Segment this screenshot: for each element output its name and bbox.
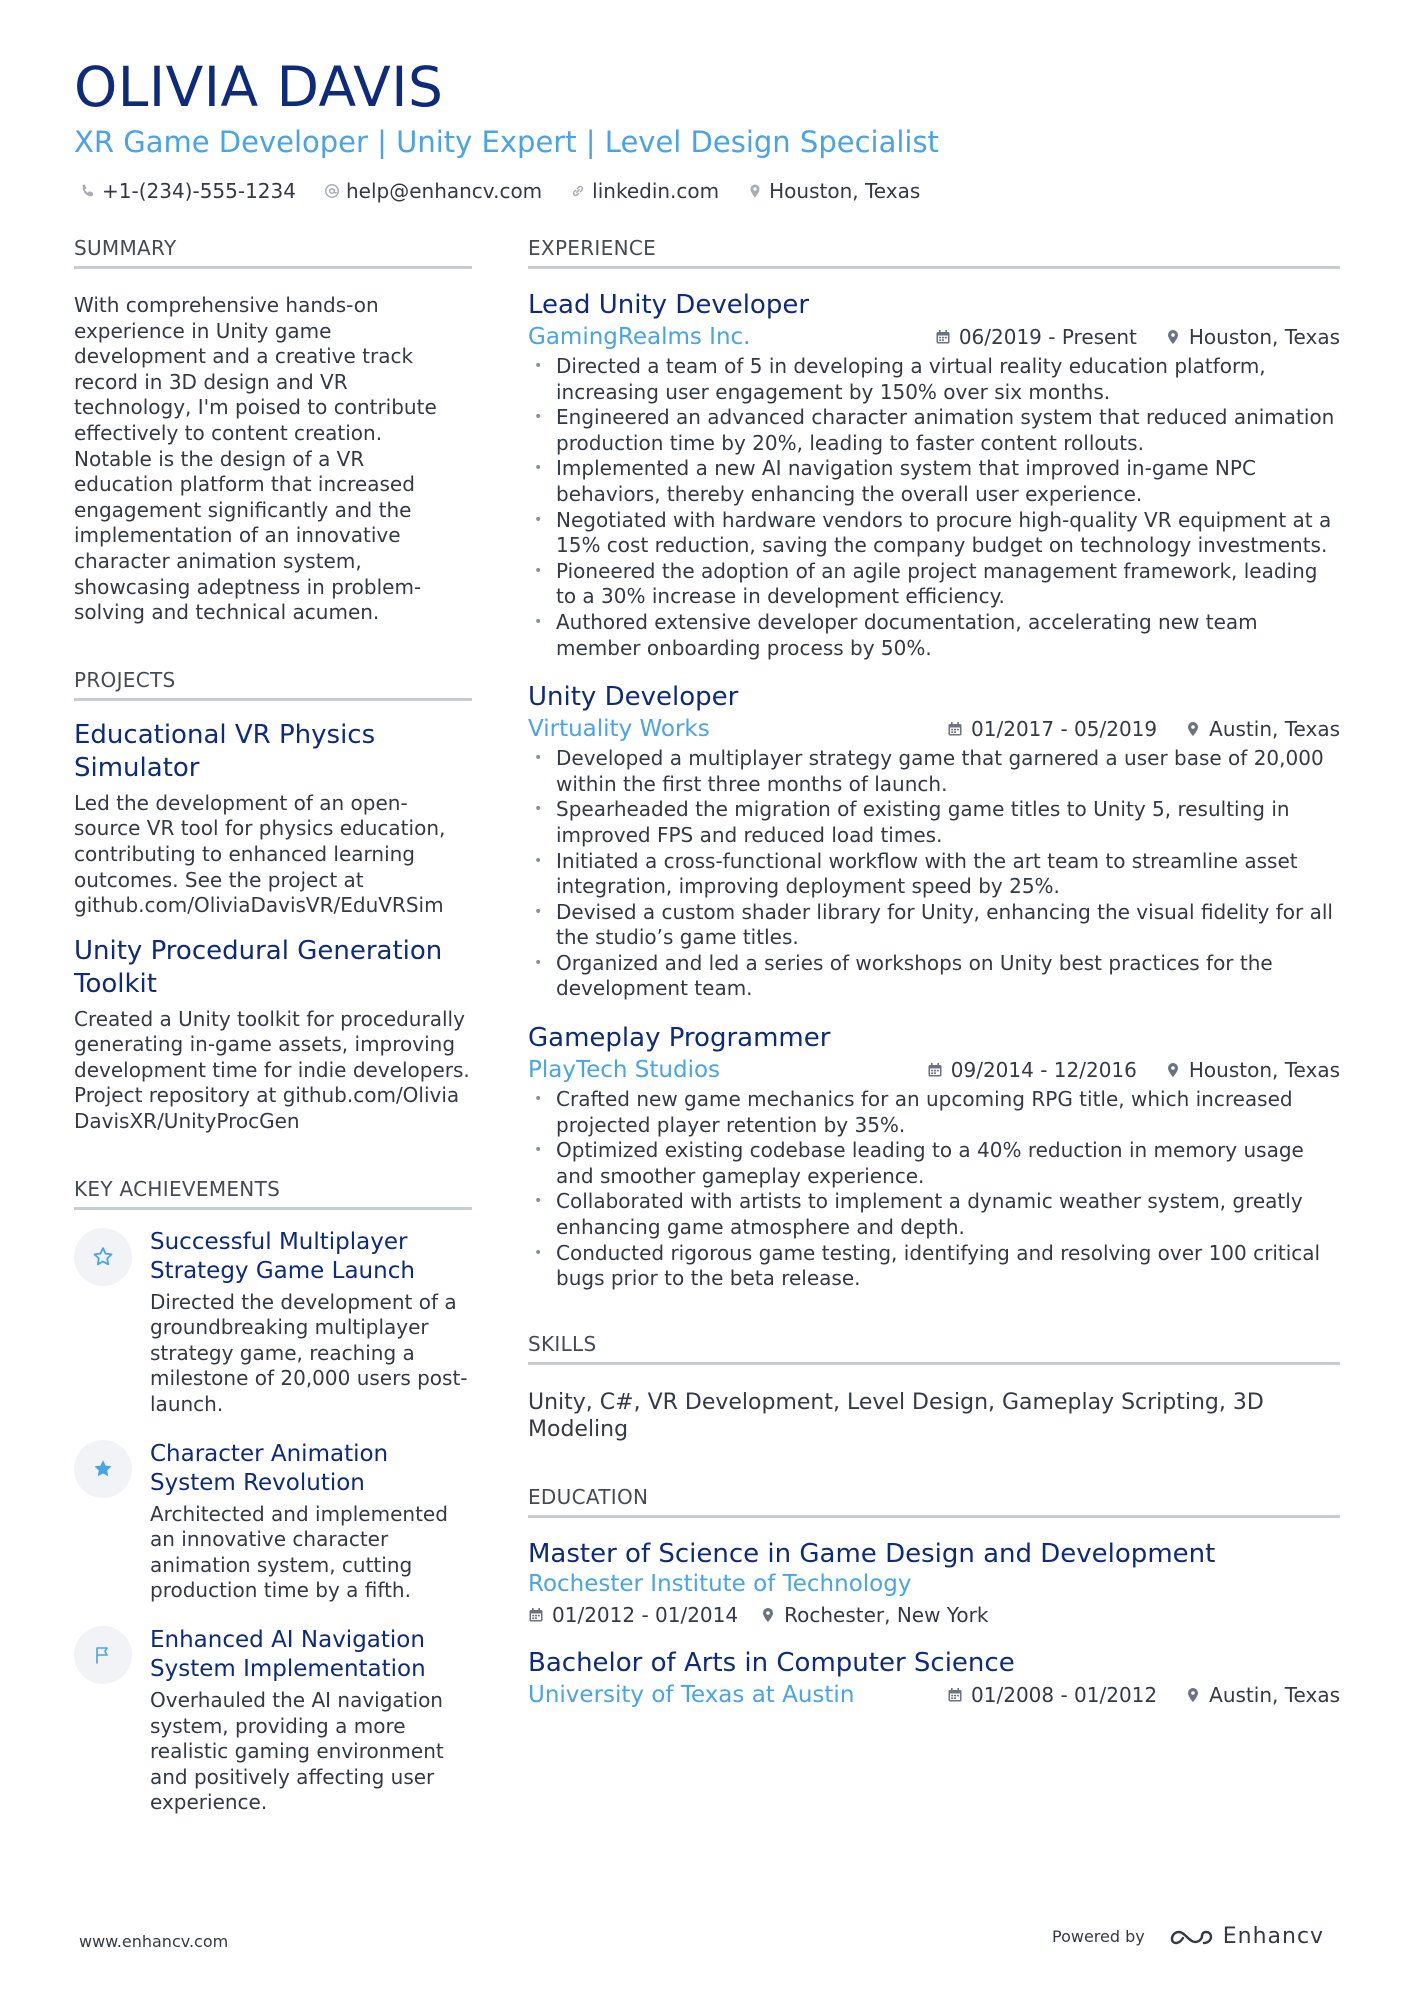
calendar-icon	[927, 1062, 943, 1078]
job-entry	[528, 681, 1340, 1002]
education-degree: Master of Science in Game Design and Development	[528, 1538, 1216, 1569]
job-bullet: • Conducted rigorous game testing, identifying and resolving over 100 critical bugs prior to the beta release.	[528, 1241, 1340, 1292]
education-school: University of Texas at Austin	[528, 1681, 855, 1708]
map-pin-icon	[1165, 329, 1181, 345]
phone-icon	[80, 183, 96, 199]
achievement-content	[150, 1228, 472, 1418]
job-title: Unity Developer	[528, 682, 739, 713]
job-company: PlayTech Studios	[528, 1057, 721, 1084]
job-location	[1165, 325, 1340, 349]
achievement-description: Overhauled the AI navigation system, providing a more realistic gaming environment and positively affecting user experience.	[150, 1688, 444, 1815]
enhancv-logo-icon	[1169, 1925, 1215, 1949]
linkedin-text: linkedin.com	[592, 179, 720, 203]
achievement-description: Directed the development of a groundbreaking multiplayer strategy game, reaching a milestone of 20,000 users post-launch.	[150, 1289, 468, 1417]
project-title: Educational VR Physics Simulator	[74, 719, 376, 783]
footer-branding	[1052, 1924, 1324, 1949]
contact-location	[747, 179, 920, 203]
achievement-badge	[74, 1228, 132, 1286]
calendar-icon	[947, 1687, 963, 1703]
job-bullet: • Developed a multiplayer strategy game that garnered a user base of 20,000 within the first three months of launch.	[528, 746, 1340, 797]
location-text: Houston, Texas	[769, 179, 921, 203]
education-meta	[528, 1682, 1340, 1708]
education-meta	[528, 1603, 1340, 1627]
achievement-item	[74, 1228, 472, 1418]
job-bullet: • Initiated a cross-functional workflow with the art team to streamline asset integration, improving deployment speed by 25%.	[528, 849, 1340, 900]
education-entry	[528, 1538, 1340, 1627]
summary-text: With comprehensive hands-on experience in Unity game development and a creative track record in 3D design and VR technology, I'm poised to contribute effectively to content creation. Notable is the design of a VR education platform that increased engagement significantly and the implementation of an innovative character animation system, showcasing adeptness in problem-solving and technical acumen.	[74, 293, 437, 625]
right-column	[528, 238, 1340, 1708]
skills-section	[528, 1331, 1340, 1443]
job-bullets	[528, 1087, 1340, 1292]
education-dates-text: 01/2008 - 01/2012	[971, 1682, 1158, 1707]
projects-section	[74, 667, 472, 1135]
star-filled-icon	[91, 1457, 115, 1481]
summary-heading: SUMMARY	[74, 238, 472, 269]
candidate-tagline: XR Game Developer | Unity Expert | Level Design Specialist	[74, 125, 939, 159]
job-bullet: • Collaborated with artists to implement a dynamic weather system, greatly enhancing game atmosphere and depth.	[528, 1189, 1340, 1240]
education-location	[1185, 1683, 1340, 1707]
education-heading: EDUCATION	[528, 1487, 1340, 1518]
summary-section	[74, 238, 472, 626]
achievement-content	[150, 1626, 472, 1816]
map-pin-icon	[747, 183, 763, 199]
job-location	[1185, 717, 1340, 741]
email-text: help@enhancv.com	[345, 179, 543, 203]
job-bullet: • Pioneered the adoption of an agile project management framework, leading to a 30% increase in development efficiency.	[528, 559, 1340, 610]
contact-phone[interactable]	[80, 179, 296, 203]
job-company: Virtuality Works	[528, 716, 710, 743]
link-icon	[570, 183, 586, 199]
job-dates	[927, 1058, 1137, 1082]
education-section	[528, 1484, 1340, 1708]
contact-linkedin[interactable]	[570, 179, 719, 203]
achievement-badge	[74, 1440, 132, 1498]
phone-text: +1-(234)-555-1234	[102, 179, 296, 203]
flag-icon	[91, 1643, 115, 1667]
education-location-text: Austin, Texas	[1209, 1682, 1340, 1707]
contact-bar	[80, 179, 920, 203]
job-bullets	[528, 746, 1340, 1002]
job-dates	[935, 325, 1137, 349]
experience-heading: EXPERIENCE	[528, 238, 1340, 269]
achievement-title: Successful Multiplayer Strategy Game Launch	[150, 1228, 415, 1284]
achievement-title: Enhanced AI Navigation System Implementation	[150, 1627, 426, 1682]
job-meta	[528, 1057, 1340, 1083]
job-bullets	[528, 354, 1340, 661]
job-dates-text: 01/2017 - 05/2019	[971, 717, 1158, 742]
powered-by-label: Powered by	[1052, 1927, 1145, 1946]
education-dates	[947, 1683, 1157, 1707]
map-pin-icon	[1165, 1062, 1181, 1078]
job-bullet: • Negotiated with hardware vendors to procure high-quality VR equipment at a 15% cost reduction, saving the company budget on technology investments.	[528, 508, 1340, 559]
education-degree: Bachelor of Arts in Computer Science	[528, 1647, 1015, 1678]
job-bullet: • Devised a custom shader library for Unity, enhancing the visual fidelity for all the studio’s game titles.	[528, 900, 1340, 951]
job-bullet: • Authored extensive developer documentation, accelerating new team member onboarding process by 50%.	[528, 610, 1340, 661]
job-bullet: • Engineered an advanced character animation system that reduced animation production time by 20%, leading to faster content rollouts.	[528, 405, 1340, 456]
achievement-description: Architected and implemented an innovative character animation system, cutting production time by a fifth.	[150, 1501, 448, 1603]
education-location	[760, 1603, 988, 1627]
job-entry	[528, 1022, 1340, 1292]
job-company: GamingRealms Inc.	[528, 324, 751, 350]
project-item	[74, 719, 472, 919]
map-pin-icon	[1185, 1687, 1201, 1703]
achievements-section	[74, 1176, 472, 1816]
job-bullet: • Implemented a new AI navigation system that improved in-game NPC behaviors, thereby enhancing the overall user experience.	[528, 456, 1340, 507]
job-bullet: • Crafted new game mechanics for an upcoming RPG title, which increased projected player retention by 35%.	[528, 1087, 1340, 1138]
job-bullet: • Optimized existing codebase leading to a 40% reduction in memory usage and smoother gameplay experience.	[528, 1138, 1340, 1189]
job-location	[1165, 1058, 1340, 1082]
education-school: Rochester Institute of Technology	[528, 1570, 912, 1597]
job-dates-text: 06/2019 - Present	[958, 325, 1137, 349]
calendar-icon	[528, 1607, 544, 1623]
job-dates	[947, 717, 1157, 741]
candidate-name: OLIVIA DAVIS	[74, 55, 444, 119]
star-outline-icon	[91, 1245, 115, 1269]
job-bullet: • Directed a team of 5 in developing a virtual reality education platform, increasing user engagement by 150% over six months.	[528, 354, 1340, 405]
projects-heading: PROJECTS	[74, 670, 472, 701]
achievement-badge	[74, 1626, 132, 1684]
achievement-item	[74, 1626, 472, 1816]
education-dates	[528, 1603, 738, 1627]
map-pin-icon	[760, 1607, 776, 1623]
skills-heading: SKILLS	[528, 1334, 1340, 1365]
job-bullet: • Spearheaded the migration of existing game titles to Unity 5, resulting in improved FPS and reduced load times.	[528, 797, 1340, 848]
project-item	[74, 935, 472, 1135]
education-location-text: Rochester, New York	[784, 1602, 989, 1627]
job-title: Gameplay Programmer	[528, 1023, 831, 1054]
achievements-heading: KEY ACHIEVEMENTS	[74, 1179, 472, 1210]
project-title: Unity Procedural Generation Toolkit	[74, 935, 443, 999]
achievement-content	[150, 1440, 472, 1604]
project-description: Led the development of an open-source VR tool for physics education, contributing to enhanced learning outcomes. See the project at github.com/OliviaDavisVR/EduVRSim	[74, 790, 446, 918]
map-pin-icon	[1185, 721, 1201, 737]
calendar-icon	[935, 329, 951, 345]
experience-section	[528, 238, 1340, 1292]
skills-text: Unity, C#, VR Development, Level Design, Gameplay Scripting, 3D Modeling	[528, 1389, 1264, 1442]
job-location-text: Houston, Texas	[1188, 325, 1340, 349]
job-location-text: Austin, Texas	[1209, 717, 1340, 742]
job-title: Lead Unity Developer	[528, 290, 810, 320]
job-meta	[528, 716, 1340, 742]
job-meta	[528, 324, 1340, 350]
job-dates-text: 09/2014 - 12/2016	[950, 1058, 1137, 1083]
achievement-item	[74, 1440, 472, 1604]
brand-logo[interactable]	[1169, 1924, 1324, 1949]
achievement-title: Character Animation System Revolution	[150, 1440, 389, 1496]
job-bullet: • Organized and led a series of workshops on Unity best practices for the development team.	[528, 951, 1340, 1002]
project-description: Created a Unity toolkit for procedurally generating in-game assets, improving development time for indie developers. Project repository at github.com/OliviaDavisXR/UnityProcGen	[74, 1006, 470, 1134]
education-entry	[528, 1647, 1340, 1708]
at-icon	[324, 183, 340, 199]
education-dates-text: 01/2012 - 01/2014	[552, 1602, 739, 1627]
calendar-icon	[947, 721, 963, 737]
job-entry	[528, 289, 1340, 661]
left-column	[74, 238, 472, 1816]
brand-name: Enhancv	[1222, 1924, 1325, 1949]
footer-website[interactable]: www.enhancv.com	[79, 1932, 229, 1951]
job-location-text: Houston, Texas	[1188, 1058, 1340, 1083]
contact-email[interactable]	[324, 179, 542, 203]
